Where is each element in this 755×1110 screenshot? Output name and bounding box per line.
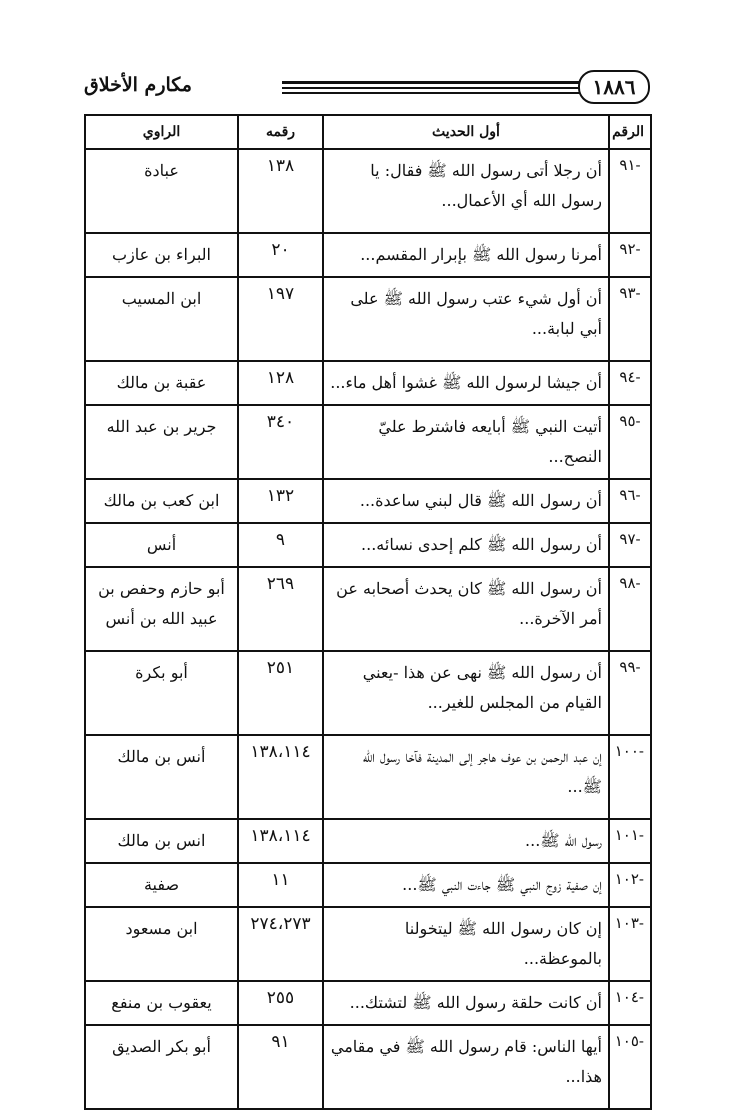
hadith-reference: ١٣٨،١١٤ xyxy=(238,735,323,819)
hadith-reference: ٢٧٤،٢٧٣ xyxy=(238,907,323,981)
narrator: البراء بن عازب xyxy=(85,233,238,277)
hadith-reference: ٢٦٩ xyxy=(238,567,323,651)
narrator: انس بن مالك xyxy=(85,819,238,863)
hadith-reference: ١٩٧ xyxy=(238,277,323,361)
hadith-start: أن رسول الله ﷺ قال لبني ساعدة... xyxy=(323,479,609,523)
table-row xyxy=(85,523,651,567)
hadith-reference: ١٣٢ xyxy=(238,479,323,523)
table-header-row xyxy=(85,115,651,149)
column-header-narrator: الراوي xyxy=(85,115,238,149)
hadith-reference: ٩١ xyxy=(238,1025,323,1109)
narrator: أبو بكر الصديق xyxy=(85,1025,238,1109)
row-number: -١٠٥ xyxy=(609,1025,651,1109)
hadith-start: رسول الله ﷺ... xyxy=(323,819,609,863)
narrator: أبو بكرة xyxy=(85,651,238,735)
hadith-start: أيها الناس: قام رسول الله ﷺ في مقامي هذا... xyxy=(323,1025,609,1109)
row-number: -٩٦ xyxy=(609,479,651,523)
hadith-start: إن صفية زوج النبي ﷺ جاءت النبي ﷺ... xyxy=(323,863,609,907)
table-row xyxy=(85,149,651,233)
table-row xyxy=(85,651,651,735)
row-number: -١٠٤ xyxy=(609,981,651,1025)
hadith-start: أن أول شيء عتب رسول الله ﷺ على أبي لبابة... xyxy=(323,277,609,361)
table-row xyxy=(85,479,651,523)
row-number: -٩٥ xyxy=(609,405,651,479)
hadith-reference: ١٢٨ xyxy=(238,361,323,405)
narrator: جرير بن عبد الله xyxy=(85,405,238,479)
column-header-hadith-start: أول الحديث xyxy=(323,115,609,149)
row-number: -١٠٠ xyxy=(609,735,651,819)
header-rule xyxy=(282,81,580,97)
table-row xyxy=(85,1025,651,1109)
hadith-index-table xyxy=(84,114,652,1110)
table-row xyxy=(85,567,651,651)
hadith-reference: ٩ xyxy=(238,523,323,567)
table-row xyxy=(85,735,651,819)
narrator: عقبة بن مالك xyxy=(85,361,238,405)
row-number: -٩٨ xyxy=(609,567,651,651)
hadith-reference: ١١ xyxy=(238,863,323,907)
row-number: -٩٢ xyxy=(609,233,651,277)
row-number: -٩١ xyxy=(609,149,651,233)
narrator: ابن مسعود xyxy=(85,907,238,981)
hadith-start: أمرنا رسول الله ﷺ بإبرار المقسم... xyxy=(323,233,609,277)
row-number: -١٠٢ xyxy=(609,863,651,907)
table-row xyxy=(85,233,651,277)
hadith-start: إن كان رسول الله ﷺ ليتخولنا بالموعظة... xyxy=(323,907,609,981)
hadith-start: أن رجلا أتى رسول الله ﷺ فقال: يا رسول الله أي الأعمال... xyxy=(323,149,609,233)
row-number: -٩٧ xyxy=(609,523,651,567)
hadith-reference: ١٣٨ xyxy=(238,149,323,233)
column-header-number: الرقم xyxy=(609,115,651,149)
table-row xyxy=(85,863,651,907)
hadith-start: أتيت النبي ﷺ أبايعه فاشترط عليّ النصح... xyxy=(323,405,609,479)
book-title: مكارم الأخلاق xyxy=(84,74,192,96)
narrator: ابن المسيب xyxy=(85,277,238,361)
table-row xyxy=(85,405,651,479)
row-number: -١٠٣ xyxy=(609,907,651,981)
table-row xyxy=(85,361,651,405)
hadith-reference: ٢٥١ xyxy=(238,651,323,735)
table-row xyxy=(85,277,651,361)
row-number: -٩٣ xyxy=(609,277,651,361)
hadith-reference: ٢٠ xyxy=(238,233,323,277)
hadith-reference: ١٣٨،١١٤ xyxy=(238,819,323,863)
narrator: يعقوب بن منفع xyxy=(85,981,238,1025)
hadith-start: أن رسول الله ﷺ نهى عن هذا -يعني القيام من المجلس للغير... xyxy=(323,651,609,735)
narrator: أنس xyxy=(85,523,238,567)
hadith-start: أن رسول الله ﷺ كان يحدث أصحابه عن أمر الآخرة... xyxy=(323,567,609,651)
narrator: ابن كعب بن مالك xyxy=(85,479,238,523)
hadith-reference: ٢٥٥ xyxy=(238,981,323,1025)
table-row xyxy=(85,819,651,863)
narrator: أبو حازم وحفص بن عبيد الله بن أنس xyxy=(85,567,238,651)
table-row xyxy=(85,981,651,1025)
row-number: -٩٩ xyxy=(609,651,651,735)
page-header xyxy=(84,70,650,106)
hadith-start: أن رسول الله ﷺ كلم إحدى نسائه... xyxy=(323,523,609,567)
page-number: ١٨٨٦ xyxy=(578,70,650,104)
hadith-reference: ٣٤٠ xyxy=(238,405,323,479)
row-number: -١٠١ xyxy=(609,819,651,863)
column-header-reference: رقمه xyxy=(238,115,323,149)
narrator: صفية xyxy=(85,863,238,907)
hadith-start: أن كانت حلقة رسول الله ﷺ لتشتك... xyxy=(323,981,609,1025)
narrator: أنس بن مالك xyxy=(85,735,238,819)
row-number: -٩٤ xyxy=(609,361,651,405)
table-row xyxy=(85,907,651,981)
hadith-start: إن عبد الرحمن بن عوف هاجر إلى المدينة فآخا رسول الله ﷺ... xyxy=(323,735,609,819)
narrator: عبادة xyxy=(85,149,238,233)
hadith-start: أن جيشا لرسول الله ﷺ غشوا أهل ماء... xyxy=(323,361,609,405)
